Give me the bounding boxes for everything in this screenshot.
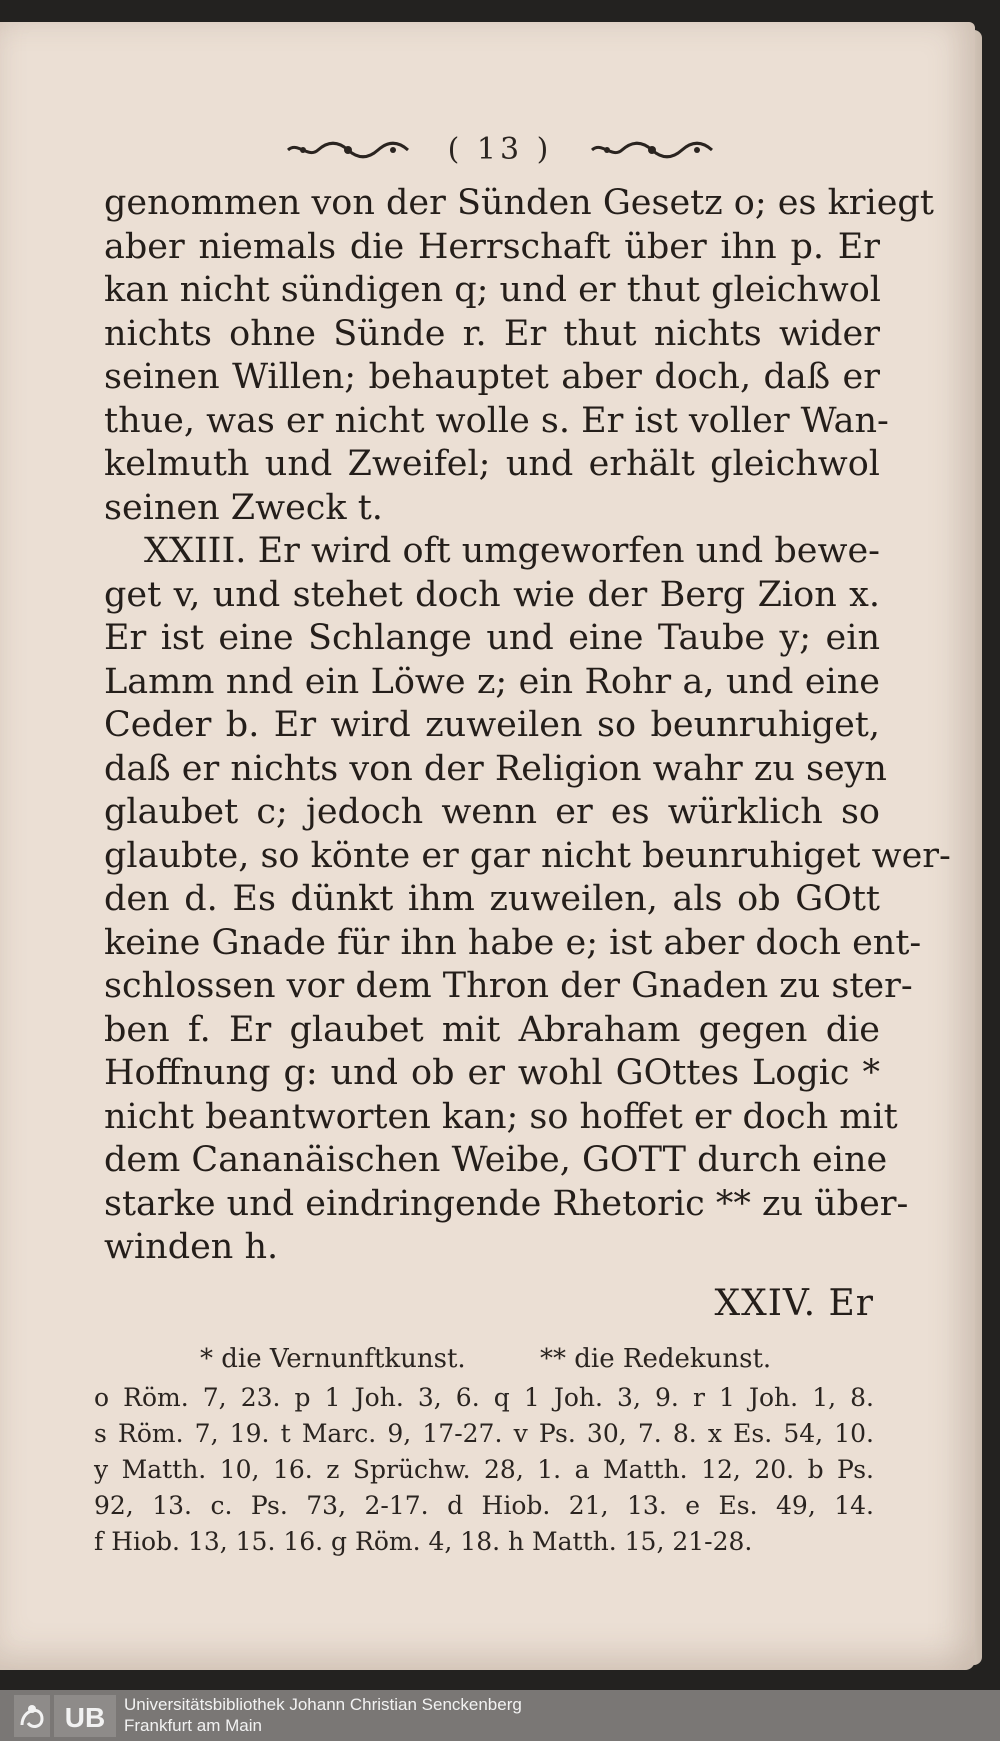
text-line: glaubte, so könte er gar nicht beunruhiget wer- — [104, 835, 951, 876]
page-header — [0, 132, 1000, 172]
institution-line-1: Universitätsbibliothek Johann Christian Senckenberg — [124, 1695, 522, 1714]
text-line: kelmuth und Zweifel; und erhält gleichwol — [104, 444, 880, 484]
footnote-line: s Röm. 7, 19. t Marc. 9, 17-27. v Ps. 30, 7. 8. x Es. 54, 10. — [94, 1419, 874, 1448]
text-line: daß er nichts von der Religion wahr zu seyn — [104, 748, 887, 789]
ub-logo-icon — [14, 1695, 116, 1737]
text-line: Lamm nnd ein Löwe z; ein Rohr a, und eine — [104, 661, 880, 702]
text-line: XXIII. Er wird oft umgeworfen und bewe- — [144, 531, 880, 571]
text-line: seinen Willen; behauptet aber doch, daß er — [104, 357, 880, 397]
text-line: Er ist eine Schlange und eine Taube y; ein — [104, 618, 880, 658]
text-line: thue, was er nicht wolle s. Er ist voller Wan- — [104, 400, 889, 441]
library-footer — [0, 1690, 1000, 1741]
note-vernunftkunst: * die Vernunftkunst. — [200, 1344, 466, 1374]
footnote-line: y Matth. 10, 16. z Sprüchw. 28, 1. a Matth. 12, 20. b Ps. — [94, 1455, 874, 1484]
text-line: kan nicht sündigen q; und er thut gleichwol — [104, 270, 881, 310]
text-line: nicht beantworten kan; so hoffet er doch mit — [104, 1096, 898, 1137]
text-line: ben f. Er glaubet mit Abraham gegen die — [104, 1009, 880, 1050]
text-line: nichts ohne Sünde r. Er thut nichts wider — [104, 313, 880, 354]
institution-line-2: Frankfurt am Main — [124, 1716, 262, 1735]
text-line: Hoffnung g: und ob er wohl GOttes Logic * — [104, 1053, 880, 1093]
text-line: seinen Zweck t. — [104, 487, 383, 528]
text-line: winden h. — [104, 1227, 279, 1267]
ub-logo-text: UB — [64, 1702, 106, 1733]
text-line: keine Gnade für ihn habe e; ist aber doch ent- — [104, 922, 922, 963]
institution-name — [124, 1694, 522, 1736]
text-line: den d. Es dünkt ihm zuweilen, als ob GOtt — [104, 879, 880, 919]
footnote-line: o Röm. 7, 23. p 1 Joh. 3, 6. q 1 Joh. 3, 9. r 1 Joh. 1, 8. — [94, 1383, 874, 1412]
text-line: aber niemals die Herrschaft über ihn p. Er — [104, 226, 880, 267]
text-line: dem Cananäischen Weibe, GOTT durch eine — [104, 1140, 888, 1180]
catchword: XXIV. Er — [714, 1283, 874, 1324]
footnote-line: f Hiob. 13, 15. 16. g Röm. 4, 18. h Matth. 15, 21-28. — [94, 1527, 753, 1556]
text-line: genommen von der Sünden Gesetz o; es kriegt — [104, 183, 934, 223]
note-redekunst: ** die Redekunst. — [540, 1344, 772, 1374]
floral-ornament-right-icon — [587, 139, 717, 161]
text-line: glaubet c; jedoch wenn er es würklich so — [104, 792, 880, 832]
body-text — [104, 182, 951, 1270]
footnotes — [94, 1380, 874, 1560]
text-line: starke und eindringende Rhetoric ** zu über- — [104, 1183, 909, 1224]
text-line: get v, und stehet doch wie der Berg Zion x. — [104, 574, 880, 615]
footnote-line: 92, 13. c. Ps. 73, 2-17. d Hiob. 21, 13. e Es. 49, 14. — [94, 1491, 874, 1520]
page-number: ( 13 ) — [447, 132, 553, 167]
text-line: Ceder b. Er wird zuweilen so beunruhiget, — [104, 705, 880, 745]
floral-ornament-left-icon — [283, 139, 413, 161]
text-line: schlossen vor dem Thron der Gnaden zu ster- — [104, 966, 913, 1006]
